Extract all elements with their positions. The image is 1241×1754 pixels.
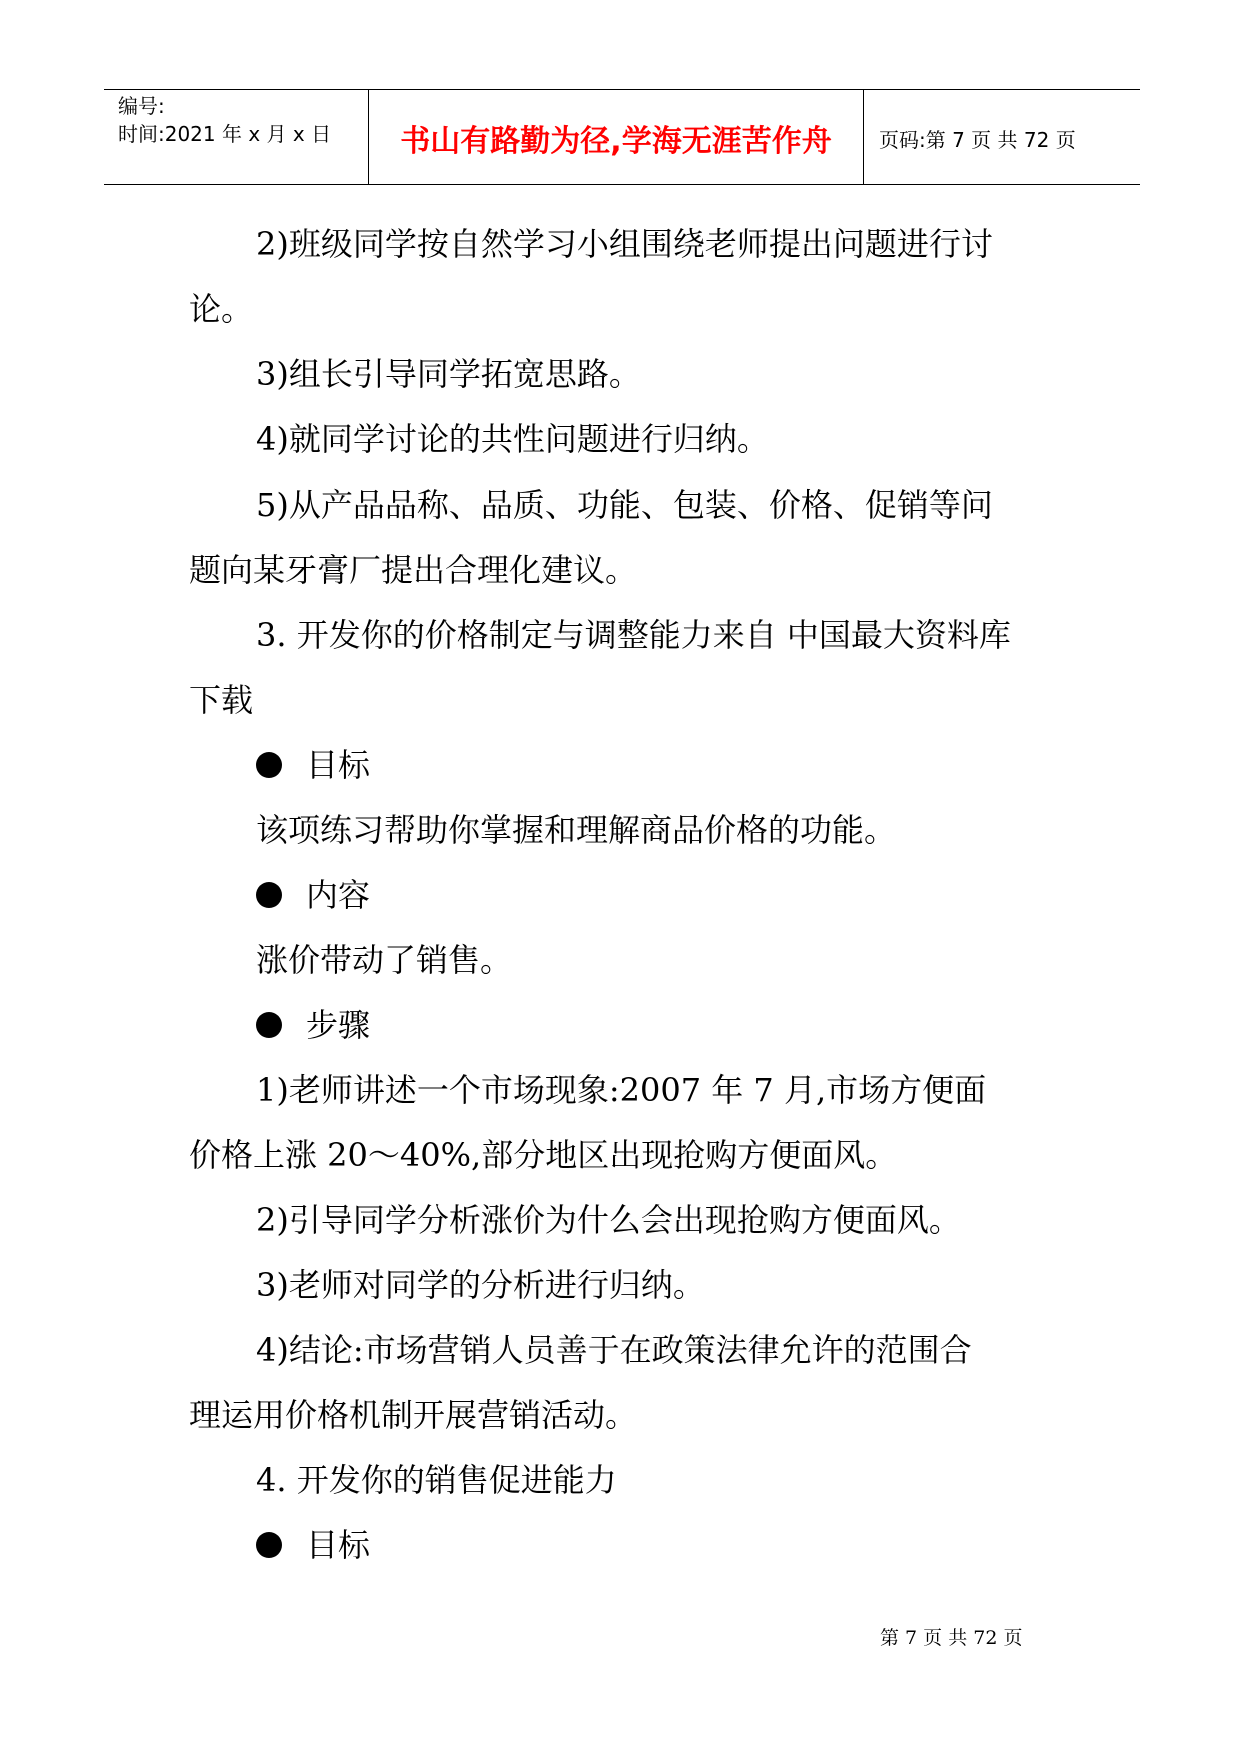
section-heading-line: 4. 开发你的销售促进能力 xyxy=(256,1461,617,1499)
bullet-dot xyxy=(256,752,282,778)
section-heading-line: 下载 xyxy=(189,681,254,719)
paragraph-line: 4)结论:市场营销人员善于在政策法律允许的范围合 xyxy=(256,1331,972,1369)
document-number-label: 编号: xyxy=(118,94,165,118)
header-page-info: 页码:第 7 页 共 72 页 xyxy=(879,127,1076,152)
paragraph-line: 涨价带动了销售。 xyxy=(256,941,513,979)
header-page-cell xyxy=(865,90,1140,184)
paragraph-line: 理运用价格机制开展营销活动。 xyxy=(189,1396,638,1434)
paragraph-line: 3)组长引导同学拓宽思路。 xyxy=(256,355,641,393)
bullet-dot xyxy=(256,882,282,908)
paragraph-line: 5)从产品品称、品质、功能、包装、价格、促销等问 xyxy=(256,486,993,524)
section-heading-line: 3. 开发你的价格制定与调整能力来自 中国最大资料库 xyxy=(256,616,1011,654)
bullet-label-steps: 步骤 xyxy=(306,1006,371,1044)
paragraph-line: 1)老师讲述一个市场现象:2007 年 7 月,市场方便面 xyxy=(256,1071,987,1109)
bullet-label-content: 内容 xyxy=(306,876,371,914)
header-motto: 书山有路勤为径,学海无涯苦作舟 xyxy=(400,124,832,159)
paragraph-line: 2)班级同学按自然学习小组围绕老师提出问题进行讨 xyxy=(256,225,993,263)
paragraph-line: 4)就同学讨论的共性问题进行归纳。 xyxy=(256,420,769,458)
paragraph-line: 3)老师对同学的分析进行归纳。 xyxy=(256,1266,705,1304)
bullet-dot xyxy=(256,1532,282,1558)
paragraph-line: 题向某牙膏厂提出合理化建议。 xyxy=(189,551,638,589)
bullet-label-goal: 目标 xyxy=(306,746,371,784)
bullet-label-goal: 目标 xyxy=(306,1526,371,1564)
header-motto-cell xyxy=(369,90,864,184)
page-footer: 第 7 页 共 72 页 xyxy=(880,1627,1023,1649)
paragraph-line: 2)引导同学分析涨价为什么会出现抢购方便面风。 xyxy=(256,1201,961,1239)
bullet-dot xyxy=(256,1012,282,1038)
paragraph-line: 论。 xyxy=(189,290,254,328)
paragraph-line: 价格上涨 20～40%,部分地区出现抢购方便面风。 xyxy=(189,1136,898,1174)
header-meta-cell xyxy=(104,90,369,184)
document-time-label: 时间:2021 年 x 月 x 日 xyxy=(118,122,332,146)
paragraph-line: 该项练习帮助你掌握和理解商品价格的功能。 xyxy=(256,811,897,849)
page-header xyxy=(104,89,1140,185)
